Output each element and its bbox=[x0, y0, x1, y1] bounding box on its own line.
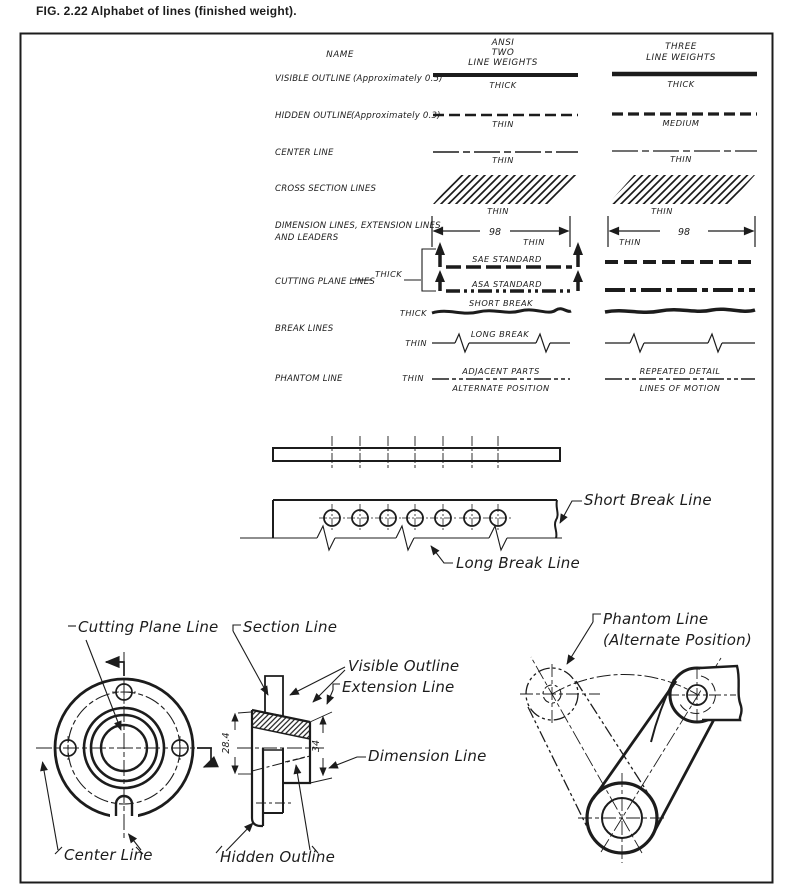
arrow-up-icon bbox=[435, 242, 445, 255]
header-three-2: LINE WEIGHTS bbox=[646, 53, 716, 63]
phantom-arm-edge-1 bbox=[528, 707, 591, 835]
weight-label: THICK bbox=[375, 269, 403, 279]
extension-line-leader bbox=[327, 690, 333, 704]
header-name: NAME bbox=[326, 50, 354, 60]
flange-front-view bbox=[36, 618, 218, 864]
short-break-line-label: Short Break Line bbox=[584, 491, 712, 509]
key-section bbox=[265, 676, 283, 716]
bar-center-lines bbox=[332, 436, 498, 468]
phantom-line-leader bbox=[567, 622, 593, 664]
row-label: CENTER LINE bbox=[275, 148, 334, 158]
short-break-label: SHORT BREAK bbox=[468, 298, 534, 308]
header-three-1: THREE bbox=[665, 42, 697, 52]
dimension-value: 98 bbox=[488, 227, 502, 238]
row-cutting-plane-lines bbox=[275, 242, 755, 291]
header-ansi-3: LINE WEIGHTS bbox=[468, 58, 538, 68]
dimension-line-label: Dimension Line bbox=[368, 747, 487, 765]
standard-label: ASA STANDARD bbox=[471, 279, 543, 289]
phantom-caption-bottom: LINES OF MOTION bbox=[639, 383, 721, 393]
weight-label: THIN bbox=[619, 237, 641, 247]
row-label: BREAK LINES bbox=[275, 324, 334, 334]
short-break-leader bbox=[560, 501, 582, 523]
row-center-line bbox=[275, 148, 757, 165]
dim-left-value: 28.4 bbox=[221, 732, 232, 754]
alternate-position-label: (Alternate Position) bbox=[603, 631, 752, 649]
section-line-leader bbox=[233, 631, 268, 695]
cutting-sample-asa bbox=[435, 270, 583, 291]
hidden-dashes bbox=[285, 757, 305, 762]
short-break-sample-three bbox=[605, 309, 755, 312]
weight-label: THIN bbox=[402, 373, 424, 383]
weight-label: MEDIUM bbox=[662, 118, 700, 128]
row-break-lines bbox=[275, 298, 755, 352]
phantom-line-label: Phantom Line bbox=[603, 610, 709, 628]
long-break-label: LONG BREAK bbox=[470, 329, 530, 339]
dim-34 bbox=[310, 712, 332, 783]
row-label-2: AND LEADERS bbox=[275, 233, 339, 243]
dimension-line-leader bbox=[329, 757, 366, 768]
label-tick bbox=[593, 614, 601, 622]
weight-label: THIN bbox=[651, 206, 673, 216]
phantom-caption-top: ADJACENT PARTS bbox=[462, 366, 540, 376]
long-break-line-label: Long Break Line bbox=[456, 554, 580, 572]
header-ansi-2: TWO bbox=[491, 48, 515, 58]
weight-label: THICK bbox=[399, 308, 427, 318]
dimension-value: 98 bbox=[677, 227, 691, 238]
row-dimension-lines bbox=[274, 216, 755, 247]
extension-line-label: Extension Line bbox=[342, 678, 455, 696]
row-label: CUTTING PLANE LINES bbox=[275, 277, 376, 287]
figure-title: FIG. 2.22 Alphabet of lines (finished weight). bbox=[36, 4, 297, 18]
hidden-outline-leader-1 bbox=[226, 823, 253, 851]
row-label: DIMENSION LINES, EXTENSION LINES, bbox=[275, 221, 444, 231]
row-hidden-outline bbox=[275, 111, 757, 129]
row-label: VISIBLE OUTLINE bbox=[275, 74, 351, 84]
arrow-up-icon bbox=[573, 270, 583, 282]
long-break-sample-three bbox=[605, 334, 755, 352]
weight-label: THIN bbox=[492, 155, 514, 165]
arm-edge-right bbox=[652, 710, 719, 836]
header-ansi-1: ANSI bbox=[491, 38, 515, 48]
table-header bbox=[326, 38, 716, 68]
long-break-bottom bbox=[240, 526, 562, 550]
row-cross-section-lines bbox=[275, 175, 755, 216]
flange-section-hatch bbox=[252, 710, 310, 739]
row-phantom-line bbox=[275, 366, 755, 393]
rocker-arm-view bbox=[520, 610, 752, 863]
hatch-sample-three bbox=[608, 175, 755, 204]
visible-outline-leader-1 bbox=[290, 667, 345, 695]
section-line-label: Section Line bbox=[243, 618, 338, 636]
short-break-sample-ansi bbox=[432, 309, 571, 313]
cutting-plane-leader bbox=[86, 640, 121, 730]
center-line-label: Center Line bbox=[64, 846, 153, 864]
phantom-caption-bottom: ALTERNATE POSITION bbox=[452, 383, 550, 393]
standard-label: SAE STANDARD bbox=[472, 254, 542, 264]
hatch-sample-ansi bbox=[433, 175, 578, 204]
flange-section-view bbox=[216, 618, 487, 866]
phantom-caption-top: REPEATED DETAIL bbox=[639, 366, 721, 376]
weight-label: THICK bbox=[489, 80, 517, 90]
bar-top-view bbox=[273, 436, 560, 468]
cutting-plane-right-arrow bbox=[197, 748, 211, 767]
row-note: (Approximately 0.3) bbox=[351, 111, 441, 121]
label-tick bbox=[233, 625, 241, 631]
hidden-outline-label: Hidden Outline bbox=[220, 848, 336, 866]
bar-front-view bbox=[240, 491, 712, 572]
visible-outline-label: Visible Outline bbox=[348, 657, 460, 675]
short-break-edge bbox=[555, 500, 558, 538]
phantom-crosshair bbox=[520, 664, 600, 726]
label-tick bbox=[333, 684, 340, 690]
hub-crosshair bbox=[578, 773, 666, 863]
cutting-sample-sae bbox=[435, 242, 583, 267]
weight-label: THIN bbox=[492, 119, 514, 129]
row-label: PHANTOM LINE bbox=[275, 374, 343, 384]
arm-edge-left bbox=[593, 681, 676, 799]
row-note: (Approximately 0.5) bbox=[353, 74, 443, 84]
dim-28-4 bbox=[221, 712, 251, 774]
hole-row bbox=[319, 504, 511, 532]
weight-label: THICK bbox=[667, 79, 695, 89]
cutting-plane-line-label: Cutting Plane Line bbox=[78, 618, 219, 636]
cutting-plane-top-arrow bbox=[106, 662, 124, 676]
weight-label: THIN bbox=[670, 154, 692, 164]
row-label: HIDDEN OUTLINE bbox=[275, 111, 353, 121]
arrow-up-icon bbox=[573, 242, 583, 255]
arrow-up-icon bbox=[435, 270, 445, 282]
row-label: CROSS SECTION LINES bbox=[275, 184, 377, 194]
hidden-outline-leader-2 bbox=[296, 765, 310, 850]
row-visible-outline bbox=[275, 74, 757, 90]
long-break-leader bbox=[431, 546, 453, 563]
weight-label: THIN bbox=[405, 338, 427, 348]
weight-label: THIN bbox=[487, 206, 509, 216]
weight-label: THIN bbox=[523, 237, 545, 247]
dim-right-value: 34 bbox=[311, 739, 322, 753]
